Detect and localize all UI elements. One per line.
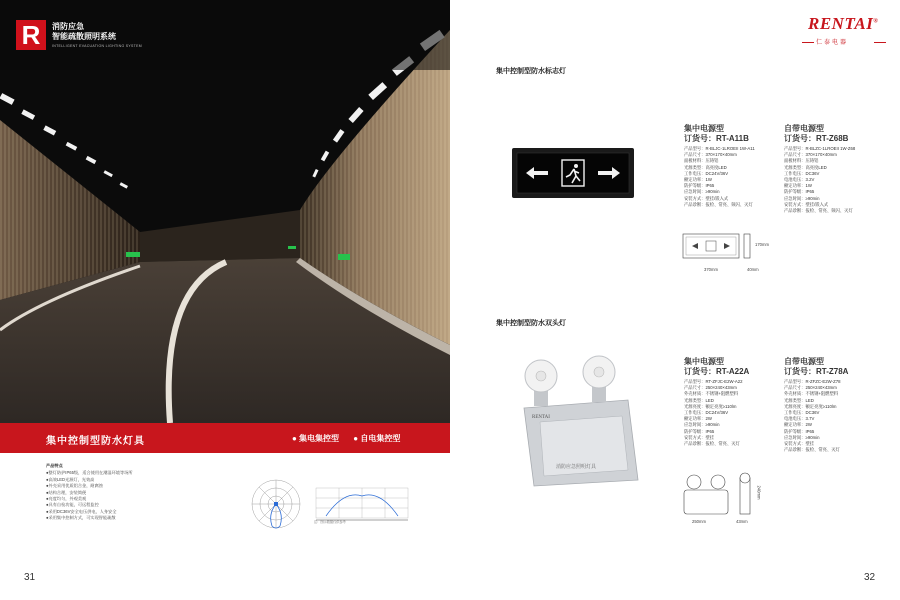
logo-registered: ® [873, 18, 879, 25]
tunnel-illustration [0, 0, 450, 423]
right-lamp-head-icon [583, 356, 615, 402]
spec-row: 产品型号：R-BLJC-1LROEII 1W-A11 [684, 146, 755, 151]
brand-logo-box: R [16, 20, 46, 50]
spec-row: 应急时间：≥90min [784, 434, 820, 440]
spec-row: 工作电压：DC36V [784, 170, 820, 176]
spec-row: 面板材料：压铸铝 [784, 158, 819, 164]
spec-row: 光源类型：高亮度LED [684, 164, 727, 170]
section-title-twin-head-light: 集中控制型防水双头灯 [496, 320, 566, 327]
spec-block-A11B [684, 124, 766, 208]
feature-item: ●采用DC36V安全电压供电，人身安全 [46, 508, 117, 514]
spec-row: 安装方式：壁挂 [784, 441, 815, 447]
dim-width-sign: 370mm [704, 267, 718, 272]
spec-row: 应急时间：≥90min [684, 422, 720, 428]
spec-row: 防护等级：IP65 [684, 183, 715, 189]
spec-row: 光源类型：LED [684, 397, 714, 403]
sign-dimension-drawing [682, 233, 752, 263]
tag-self-contained-power: ● 自电集控型 [353, 434, 401, 443]
spec-row: 产品型号：R-ZFZC-E2W-Z78 [784, 379, 841, 384]
spec-model: 订货号：RT-A11B [684, 134, 749, 143]
brand-subtitle: INTELLIGENT EVACUATION LIGHTING SYSTEM [52, 44, 142, 48]
category-band [0, 423, 450, 453]
spec-row: 额定功率：2W [784, 422, 812, 428]
category-tags [292, 433, 412, 444]
spec-heading: 集中电源型 [684, 357, 724, 366]
spec-row: 产品尺寸：250×240×43mm [784, 385, 837, 391]
device-label: RENTAI [532, 415, 550, 420]
spec-row: 额定功率：2W [684, 416, 712, 422]
feature-item: ●亮度均匀，外观美观 [46, 496, 87, 502]
tunnel-photo [0, 0, 450, 423]
feature-item: ●外壳采用优质铝合金，耐腐蚀 [46, 483, 103, 489]
dim-depth-twin: 43mm [736, 519, 748, 524]
spec-block-Z68B [784, 124, 866, 214]
twin-head-dimension-drawing [680, 472, 760, 518]
feature-item: ●采用集中控制方式，可实现智能疏散 [46, 515, 116, 521]
rentai-logo [808, 14, 888, 50]
spec-model: 订货号：RT-Z68B [784, 134, 849, 143]
spec-row: 安装方式：壁挂 [684, 434, 715, 440]
diagram-note: 注：图示数据仅供参考 [314, 520, 346, 524]
feature-item: ●结构合理，安装简便 [46, 489, 87, 495]
feature-item: ●整灯防护IP65级，适合使用在潮湿环境等场所 [46, 470, 133, 476]
spec-row: 产品尺寸：370×170×40mm [784, 152, 837, 158]
exit-sign-product [512, 148, 634, 198]
brand-title-line1: 消防应急 [52, 22, 84, 31]
spec-model: 订货号：RT-Z78A [784, 367, 849, 376]
spec-row: 工作电压：DC36V [784, 410, 820, 416]
spec-row: 外壳材质：不锈钢+阻燃塑料 [684, 391, 739, 397]
spec-row: 应急时间：≥90min [784, 195, 820, 201]
spec-row: 防护等级：IP65 [784, 428, 815, 434]
spec-row: 产品型号：RT-ZFJC-E2W-A22 [684, 379, 743, 384]
spec-row: 产品诊断：报检、常亮、灭灯 [684, 441, 740, 447]
spec-row: 产品尺寸：370×170×40mm [684, 152, 737, 158]
spec-row: 安装方式：壁挂/嵌入式 [784, 201, 829, 207]
brand-title-line2: 智能疏散照明系统 [52, 32, 116, 41]
spec-row: 外壳材质：不锈钢+阻燃塑料 [784, 391, 839, 397]
spec-row: 工作电压：DC24V/36V [684, 410, 729, 416]
spec-row: 产品尺寸：250×240×43mm [684, 385, 737, 391]
spec-row: 安装方式：壁挂/嵌入式 [684, 195, 729, 201]
spec-block-A22A [684, 357, 766, 447]
right-page [450, 0, 900, 600]
feature-title: 产品特点 [46, 463, 63, 468]
spec-row: 额定功率：1W [684, 177, 712, 183]
spec-model: 订货号：RT-A22A [684, 367, 750, 376]
spec-row: 电池电压：3.2V [784, 177, 815, 183]
feature-list [46, 463, 196, 522]
feature-item: ●高效LED光源灯，光效高 [46, 476, 95, 482]
spec-row: 光源亮度：额定亮度≥110lm [784, 403, 837, 409]
spec-row: 产品型号：R-BLZC-1LROEII 1W-Z68 [784, 146, 856, 151]
logo-rule-left [802, 42, 814, 43]
left-lamp-head-icon [525, 360, 557, 406]
brand-title [52, 22, 116, 42]
dim-depth-sign: 40mm [747, 267, 759, 272]
page-number-right: 32 [864, 572, 876, 583]
spec-row: 工作电压：DC24V/36V [684, 170, 729, 176]
spec-heading: 集中电源型 [684, 124, 724, 133]
section-title-sign-light: 集中控制型防水标志灯 [496, 68, 566, 75]
logo-subtitle: 仁泰电器 [816, 40, 849, 46]
light-distribution-diagram [248, 476, 413, 536]
spec-row: 产品诊断：报检、常亮、频闪、灭灯 [684, 201, 753, 207]
spec-row: 光源类型：高亮度LED [784, 164, 827, 170]
tag-centralized-power: ● 集电集控型 [292, 434, 340, 443]
spec-row: 应急时间：≥90min [684, 189, 720, 195]
spec-row: 产品诊断：报检、常亮、灭灯 [784, 447, 840, 453]
spec-heading: 自带电源型 [784, 124, 824, 133]
spec-row: 产品诊断：报检、常亮、频闪、灭灯 [784, 208, 853, 214]
spec-row: 面板材料：压铸铝 [684, 158, 719, 164]
spec-heading: 自带电源型 [784, 357, 824, 366]
illuminance-chart [316, 488, 408, 518]
logo-rule-right [874, 42, 886, 43]
dim-height-twin: 240mm [756, 485, 762, 500]
device-panel-text: 消防应急照明灯具 [556, 464, 597, 470]
logo-text: RENTAI [808, 14, 874, 33]
dim-height-sign: 170mm [755, 242, 769, 247]
spec-block-Z78A [784, 357, 866, 453]
logo-wordmark [808, 14, 878, 34]
spec-row: 防护等级：IP65 [684, 428, 715, 434]
spec-row: 光源亮度：额定亮度≥110lm [684, 403, 737, 409]
spec-row: 光源类型：LED [784, 397, 814, 403]
spec-row: 防护等级：IP65 [784, 189, 815, 195]
polar-center [274, 502, 278, 506]
category-title: 集中控制型防水灯具 [46, 436, 145, 447]
dim-width-twin: 250mm [692, 519, 706, 524]
page-number-left: 31 [24, 572, 36, 583]
spec-row: 电池电压：3.7V [784, 416, 815, 422]
feature-item: ●具有自检功能，可远程监控 [46, 502, 99, 508]
spec-row: 额定功率：1W [784, 183, 812, 189]
twin-head-light-product [510, 352, 650, 492]
